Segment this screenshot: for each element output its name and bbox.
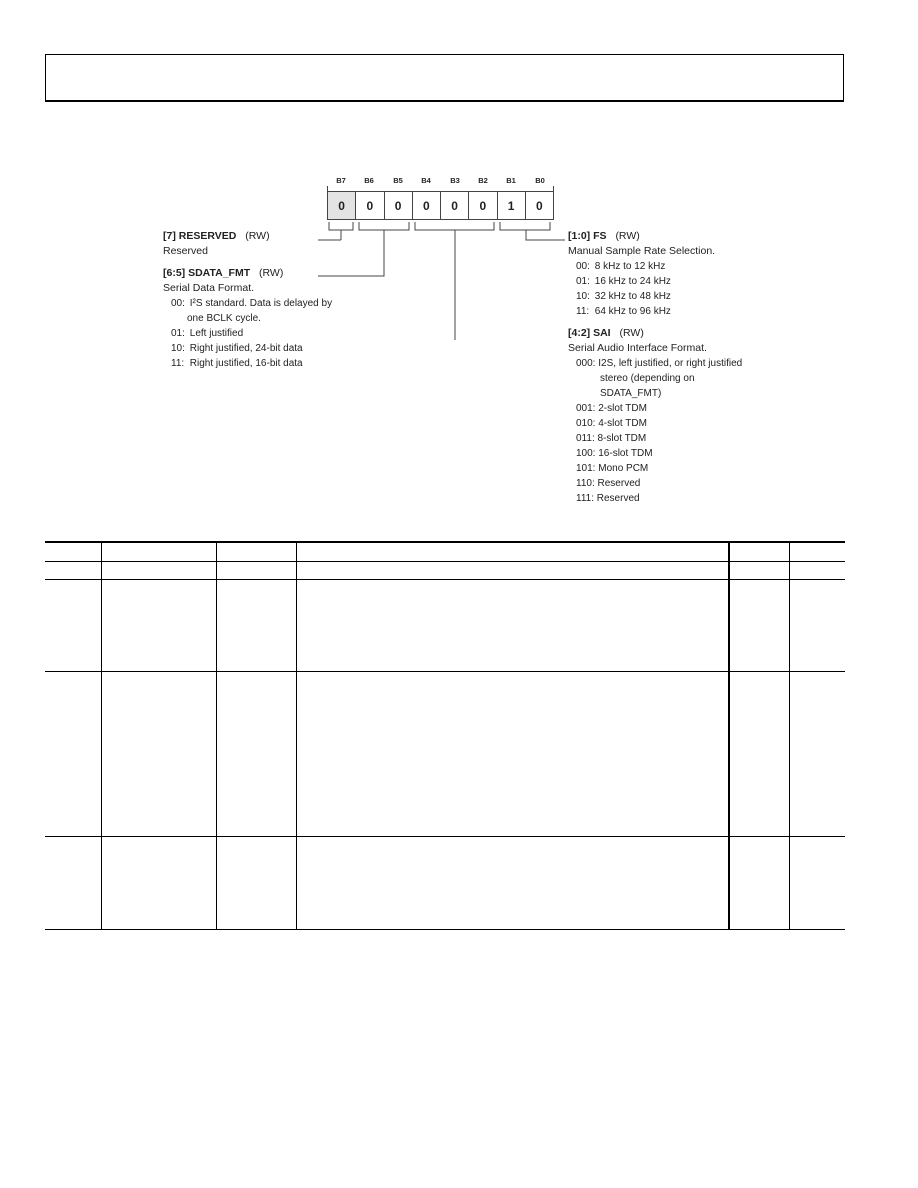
field-access: (RW) [615, 230, 640, 242]
table-column-rule [296, 541, 297, 930]
field-sai [568, 326, 742, 506]
option-item: 011: 8-slot TDM [576, 433, 647, 444]
field-bits: [1:0] [568, 230, 591, 242]
bit-label: B4 [421, 176, 431, 185]
field-heading [163, 266, 332, 281]
table-column-rule [789, 541, 790, 930]
field-name: RESERVED [178, 230, 237, 242]
bit-label: B7 [336, 176, 346, 185]
field-description: Serial Data Format. [163, 282, 255, 294]
option-item: 111: Reserved [576, 493, 640, 504]
bit-label: B2 [478, 176, 488, 185]
field-bits: [7] [163, 230, 176, 242]
option-item: 110: Reserved [576, 478, 641, 489]
table-header-rule [45, 561, 845, 562]
table-bottom-rule [45, 929, 845, 930]
option-item: 00: I²S standard. Data is delayed by one BCLK cycle. [171, 298, 333, 324]
option-item: 001: 2-slot TDM [576, 403, 647, 414]
bit-label: B1 [506, 176, 516, 185]
bit-value: 0 [385, 192, 413, 219]
option-item: 101: Mono PCM [576, 463, 649, 474]
field-description: Reserved [163, 245, 208, 257]
field-name: SDATA_FMT [188, 267, 251, 279]
bit-value: 0 [328, 192, 356, 219]
bit-label: B5 [393, 176, 403, 185]
table-column-rule [728, 541, 730, 930]
field-heading [568, 229, 715, 244]
option-item: 01: 16 kHz to 24 kHz [576, 276, 671, 287]
field-access: (RW) [245, 230, 270, 242]
option-item: 10: 32 kHz to 48 kHz [576, 291, 671, 302]
bit-label: B0 [535, 176, 545, 185]
bit-value: 0 [469, 192, 497, 219]
field-bits: [6:5] [163, 267, 186, 279]
field-leader-lines [0, 0, 918, 560]
field-name: FS [593, 230, 607, 242]
table-row-rule [45, 836, 845, 837]
option-item: 11: 64 kHz to 96 kHz [576, 306, 671, 317]
bit-value: 0 [413, 192, 441, 219]
table-row-rule [45, 671, 845, 672]
option-item: 10: Right justified, 24-bit data [171, 343, 303, 354]
bit-label: B3 [450, 176, 460, 185]
option-item: 010: 4-slot TDM [576, 418, 647, 429]
table-column-rule [101, 541, 102, 930]
field-name: SAI [593, 327, 611, 339]
option-item: 00: 8 kHz to 12 kHz [576, 261, 666, 272]
table-column-rule [216, 541, 217, 930]
option-item: 11: Right justified, 16-bit data [171, 358, 303, 369]
field-heading [568, 326, 742, 341]
field-description: Serial Audio Interface Format. [568, 342, 707, 354]
bit-value: 0 [536, 198, 543, 213]
table-row-rule [45, 579, 845, 580]
register-table [45, 541, 845, 931]
option-item: 01: Left justified [171, 328, 244, 339]
option-item: 000: I2S, left justified, or right justified stereo (depending on SDATA_FMT) [576, 358, 743, 399]
option-item: 100: 16-slot TDM [576, 448, 653, 459]
bit-value: 1 [498, 192, 526, 219]
field-sdata-fmt [163, 266, 332, 371]
field-access: (RW) [259, 267, 284, 279]
field-description: Manual Sample Rate Selection. [568, 245, 716, 257]
bit-value: 0 [356, 192, 384, 219]
bit-value: 0 [441, 192, 469, 219]
field-access: (RW) [619, 327, 644, 339]
field-heading [163, 229, 270, 244]
bit-label: B6 [364, 176, 374, 185]
field-bits: [4:2] [568, 327, 591, 339]
table-top-rule [45, 541, 845, 543]
field-reserved [163, 229, 270, 259]
field-fs [568, 229, 715, 319]
